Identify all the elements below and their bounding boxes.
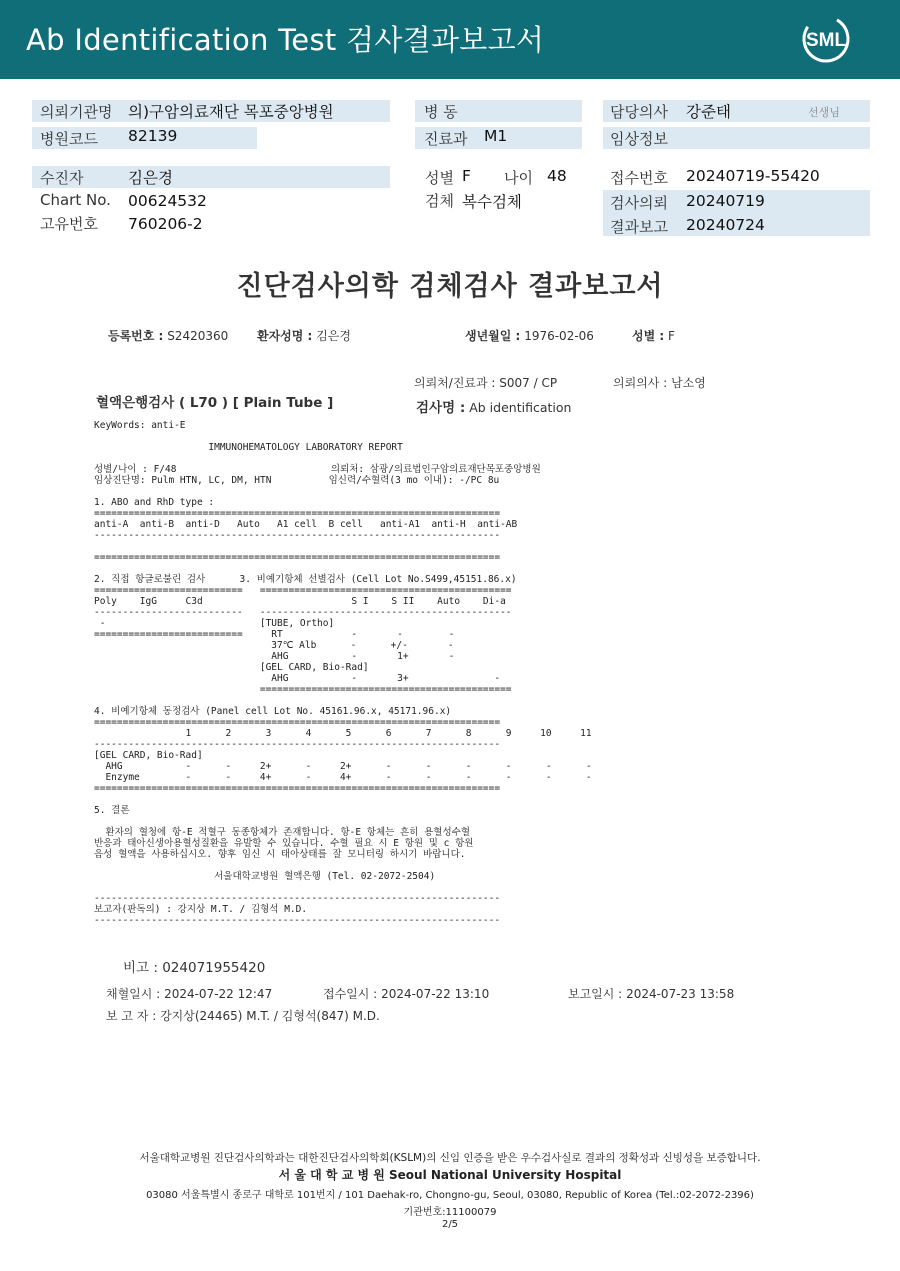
reporter-value: 강지상(24465) M.T. / 김형석(847) M.D. — [160, 1009, 380, 1023]
dob-value: 1976-02-06 — [524, 329, 594, 343]
collect-info — [106, 985, 272, 1002]
doc-sex-value: F — [668, 329, 675, 343]
ref-info — [414, 374, 557, 391]
lab-report-text: KeyWords: anti-E IMMUNOHEMATOLOGY LABORATORY REPORT 성별/나이 : F/48 의뢰처: 삼광/의료법인구암의료재단목포중앙병원 임상진단명: Pulm HTN, LC, DM, HTN 임신력/수혈력(3 mo 이내): -/PC 8u 1. ABO and RhD type : ======================================================================= anti-A anti-B anti-D Auto A1 cell B cell anti-A1 anti-H anti-AB ----------------------------------------------------------------------- ======================================================================= 2. 직접 항글로불린 검사 3. 비예기항체 선별검사 (Cell Lot No.S499,45151.86.x) ========================== ============================================ Poly IgG C3d S I S II Auto Di-a -------------------------- -------------------------------------------- - [TUBE, Ortho] ========================== RT - - - 37℃ Alb - +/- - AHG - 1+ - [GEL CARD, Bio-Rad] AHG - 3+ - ============================================ 4. 비예기항체 동정검사 (Panel cell Lot No. 45161.96.x, 45171.96.x) ======================================================================= 1 2 3 4 5 6 7 8 9 10 11 ----------------------------------------------------------------------- [GEL CARD, Bio-Rad] AHG - - 2+ - 2+ - - - - - - Enzyme - - 4+ - 4+ - - - - - - ======================================================================= 5. 결론 환자의 혈청에 항-E 적혈구 동종항체가 존재합니다. 항-E 항체는 흔히 용혈성수혈 반응과 태아신생아용혈성질환을 유발할 수 있습니다. 수혈 필요 시 E 항원 및 c 항원 음성 혈액을 사용하십시오. 향후 임신 시 태아상태를 잘 모니터링 하시기 바랍니다. 서울대학교병원 혈액은행 (Tel. 02-2072-2504) ----------------------------------------------------------------------- 보고자(판독의) : 강지상 M.T. / 김형석 M.D. ----------------------------------------------------------------------- — [94, 420, 592, 926]
note-value: 024071955420 — [162, 960, 266, 976]
patient-bar — [32, 166, 390, 188]
test-name-value: Ab identification — [469, 400, 572, 415]
age-value: 48 — [547, 167, 567, 185]
reporter-info — [106, 1007, 380, 1024]
footer-hospital-name: 서 울 대 학 교 병 원 Seoul National University Hospital — [278, 1168, 622, 1182]
clinical-label: 임상정보 — [610, 130, 668, 148]
institution-label: 의뢰기관명 — [40, 103, 113, 121]
ref-doc-value: 남소영 — [671, 376, 706, 390]
note-label: 비고 : — [123, 960, 158, 976]
sex-label: 성별 — [425, 169, 454, 187]
footer-accreditation: 서울대학교병원 진단검사의학과는 대한진단검사의학회(KSLM)의 신임 인증을 받은 우수검사실로 결과의 정확성과 신빙성을 보증합니다. — [139, 1152, 761, 1164]
report-label: 결과보고 — [610, 218, 668, 236]
age-label: 나이 — [504, 169, 533, 187]
ref-value: S007 / CP — [499, 376, 558, 390]
sex-info — [632, 327, 675, 344]
report-time-value: 2024-07-23 13:58 — [626, 987, 735, 1001]
ref-doc-info — [613, 374, 706, 391]
dob-label: 생년월일 : — [465, 329, 521, 343]
doctor-suffix: 선생님 — [808, 106, 840, 119]
ref-doc-label: 의뢰의사 : — [613, 376, 668, 390]
reg-value: S2420360 — [167, 329, 229, 343]
name-value: 김은경 — [316, 329, 351, 343]
document-title: 진단검사의학 검체검사 결과보고서 — [236, 271, 664, 302]
patient-label: 수진자 — [40, 169, 84, 187]
test-group: 혈액은행검사 ( L70 ) [ Plain Tube ] — [96, 395, 334, 411]
report-time-info — [568, 985, 734, 1002]
request-label: 검사의뢰 — [610, 194, 668, 212]
reg-label: 등록번호 : — [108, 329, 164, 343]
reg-info — [108, 327, 228, 344]
report-value: 20240724 — [686, 216, 765, 234]
doctor-value: 강준태 — [686, 103, 731, 121]
hospital-code-value: 82139 — [128, 127, 178, 145]
uid-label: 고유번호 — [40, 215, 98, 233]
name-label: 환자성명 : — [257, 329, 313, 343]
sml-logo — [800, 13, 852, 65]
note-info — [123, 956, 265, 976]
patient-value: 김은경 — [128, 169, 173, 187]
receive-value: 2024-07-22 13:10 — [381, 987, 490, 1001]
specimen-label: 검체 — [425, 192, 454, 210]
header-bar — [0, 0, 900, 79]
collect-label: 채혈일시 : — [106, 987, 161, 1001]
sex-value: F — [462, 167, 471, 185]
reporter-label: 보 고 자 : — [106, 1009, 157, 1023]
request-value: 20240719 — [686, 192, 765, 210]
hospital-code-label: 병원코드 — [40, 130, 98, 148]
ward-label: 병 동 — [424, 103, 458, 121]
receive-info — [323, 985, 489, 1002]
logo-text: SML — [805, 30, 847, 51]
page-number: 2/5 — [441, 1219, 459, 1230]
test-name-label: 검사명 : — [416, 400, 466, 416]
dob-info — [465, 327, 594, 344]
dept-value: M1 — [484, 127, 508, 145]
doctor-label: 담당의사 — [610, 103, 668, 121]
test-name-info — [416, 396, 571, 416]
footer-address: 03080 서울특별시 종로구 대학로 101번지 / 101 Daehak-ro, Chongno-gu, Seoul, 03080, Republic of Korea (Tel.:02-2072-2396) — [146, 1190, 754, 1201]
specimen-value: 복수검체 — [462, 193, 522, 211]
chart-value: 00624532 — [128, 192, 207, 210]
doc-sex-label: 성별 : — [632, 329, 665, 343]
receive-label: 접수일시 : — [323, 987, 378, 1001]
institution-value: 의)구암의료재단 목포중앙병원 — [128, 103, 334, 121]
dept-label: 진료과 — [424, 130, 468, 148]
receipt-label: 접수번호 — [610, 169, 668, 187]
ref-label: 의뢰처/진료과 : — [414, 376, 496, 390]
footer-institution-number: 기관번호:11100079 — [403, 1207, 497, 1218]
report-time-label: 보고일시 : — [568, 987, 623, 1001]
uid-value: 760206-2 — [128, 215, 203, 233]
name-info — [257, 327, 351, 344]
collect-value: 2024-07-22 12:47 — [164, 987, 273, 1001]
receipt-value: 20240719-55420 — [686, 167, 820, 185]
chart-label: Chart No. — [40, 191, 111, 209]
report-title: Ab Identification Test 검사결과보고서 — [26, 23, 545, 57]
